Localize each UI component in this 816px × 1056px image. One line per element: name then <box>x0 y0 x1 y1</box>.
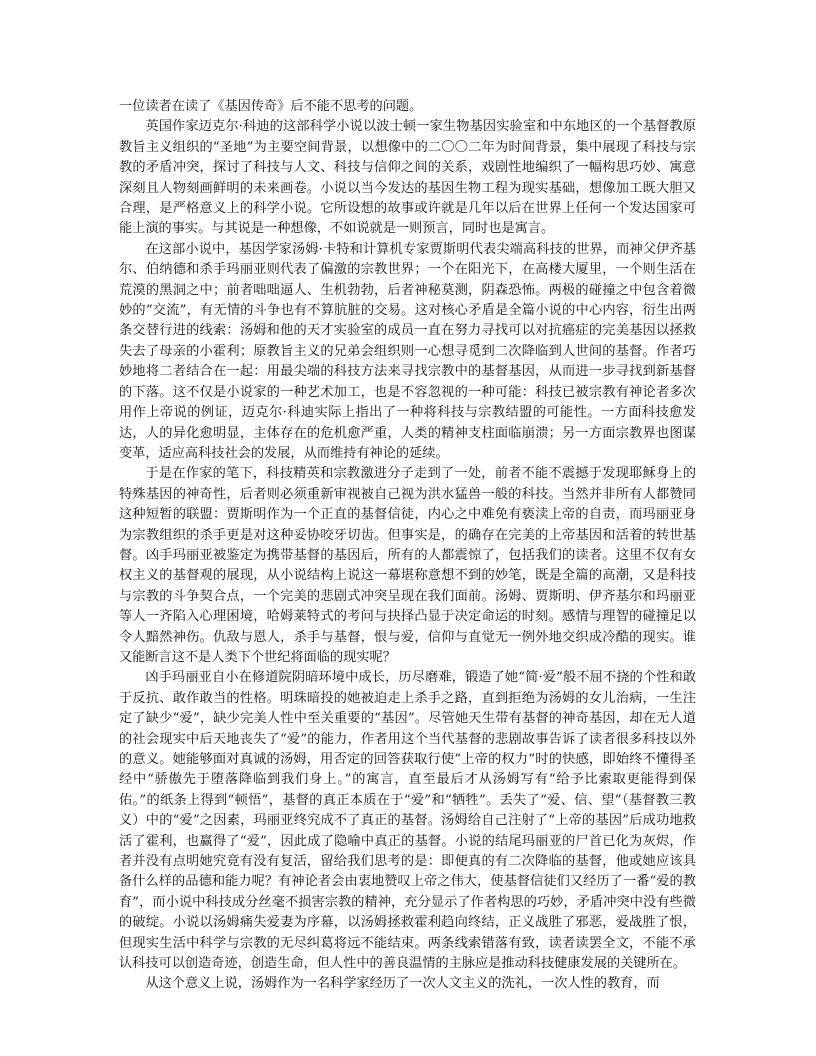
paragraph-maria: 凶手玛丽亚自小在修道院阴暗环境中成长，历尽磨难，锻造了她“简·爱”般不屈不挠的个性和敢于反抗、敢作敢当的性格。明珠暗投的她被迫走上杀手之路，直到拒绝为汤姆的女儿治病，一生注定了缺少“爱”，缺少完美人性中至关重要的“基因”。尽管她天生带有基督的神奇基因，却在无人道的社会现实中后天地丧失了“爱”的能力，作者用这个当代基督的悲剧故事告诉了读者很多科技以外的意义。她能够面对真诚的汤姆，用否定的回答获取行使“上帝的权力”时的快感，即始终不懂得圣经中“骄傲先于堕落降临到我们身上。”的寓言，直至最后才从汤姆写有“给予比索取更能得到保佑。”的纸条上得到“顿悟”，基督的真正本质在于“爱”和“牺牲”。丢失了“爱、信、望”（基督教三教义）中的“爱”之因素，玛丽亚终究成不了真正的基督。汤姆给自己注射了“上帝的基因”后成功地救活了霍利，也赢得了“爱”，因此成了隐喻中真正的基督。小说的结尾玛丽亚的尸首已化为灰烬，作者并没有点明她究竟有没有复活，留给我们思考的是：即便真的有二次降临的基督，他或她应该具备什么样的品德和能力呢？有神论者会由衷地赞叹上帝之伟大，使基督信徒们又经历了一番“爱的教育”，而小说中科技成分丝毫不损害宗教的精神，充分显示了作者构思的巧妙，矛盾冲突中没有些微的破绽。小说以汤姆痛失爱妻为序幕，以汤姆拯救霍利趋向终结，正义战胜了邪恶，爱战胜了恨，但现实生活中科学与宗教的无尽纠葛将远不能结束。两条线索错落有致，读者读罢全文，不能不承认科技可以创造奇迹，创造生命，但人性中的善良温情的主脉应是推动科技健康发展的关键所在。 <box>119 670 696 972</box>
paragraph-novel-overview: 英国作家迈克尔·科迪的这部科学小说以波士顿一家生物基因实验室和中东地区的一个基督教原教旨主义组织的“圣地”为主要空间背景，以想像中的二〇〇二年为时间背景，集中展现了科技与宗教的矛盾冲突，探讨了科技与人文、科技与信仰之间的关系，戏剧性地编织了一幅构思巧妙、寓意深刻且人物刻画鲜明的未来画卷。小说以当今发达的基因生物工程为现实基础，想像加工既大胆又合理，是严格意义上的科学小说。它所设想的故事或许就是几年以后在世界上任何一个发达国家可能上演的事实。与其说是一种想像，不如说就是一则预言，同时也是寓言。 <box>119 119 696 237</box>
paragraph-core-conflict: 在这部小说中，基因学家汤姆·卡特和计算机专家贾斯明代表尖端高科技的世界，而神父伊齐基尔、伯纳德和杀手玛丽亚则代表了偏激的宗教世界；一个在阳光下，在高楼大厦里，一个则生活在荒漠的黑洞之中；前者咄咄逼人、生机勃勃，后者神秘莫测，阴森恐怖。两极的碰撞之中包含着微妙的“交流”，有无情的斗争也有不算肮脏的交易。这对核心矛盾是全篇小说的中心内容，衍生出两条交替行进的线索：汤姆和他的天才实验室的成员一直在努力寻找可以对抗癌症的完美基因以拯救失去了母亲的小霍利；原教旨主义的兄弟会组织则一心想寻觅到二次降临到人世间的基督。作者巧妙地将二者结合在一起：用最尖端的科技方法来寻找宗教中的基督基因，从而进一步寻找到新基督的下落。这不仅是小说家的一种艺术加工，也是不容忽视的一种可能：科技已被宗教有神论者多次用作上帝说的例证，迈克尔·科迪实际上指出了一种将科技与宗教结盟的可能性。一方面科技愈发达，人的异化愈明显，主体存在的危机愈严重，人类的精神支柱面临崩溃；另一方面宗教界也图谋变革，适应高科技社会的发展，从而维持有神论的延续。 <box>119 241 696 461</box>
paragraph-alliance: 于是在作家的笔下，科技精英和宗教激进分子走到了一处，前者不能不震撼于发现耶稣身上的特殊基因的神奇性，后者则必须重新审视被自己视为洪水猛兽一般的科技。当然并非所有人都赞同这种短暂的联盟：贾斯明作为一个正直的基督信徒，内心之中难免有亵渎上帝的自责，而玛丽亚身为宗教组织的杀手更是对这种妥协咬牙切齿。但事实是，的确存在完美的上帝基因和活着的转世基督。凶手玛丽亚被鉴定为携带基督的基因后，所有的人都震惊了，包括我们的读者。这里不仅有女权主义的基督观的展现，从小说结构上说这一幕堪称意想不到的妙笔，既是全篇的高潮，又是科技与宗教的斗争契合点，一个完美的悲剧式冲突呈现在我们面前。汤姆、贾斯明、伊齐基尔和玛丽亚等人一齐陷入心理困境，哈姆莱特式的考问与抉择凸显于决定命运的时刻。感情与理智的碰撞足以令人黯然神伤。仇敌与恩人，杀手与基督，恨与爱，信仰与直觉无一例外地交织成冷酷的现实。谁又能断言这不是人类下个世纪将面临的现实呢？ <box>119 466 696 665</box>
paragraph-conclusion-start: 从这个意义上说，汤姆作为一名科学家经历了一次人文主义的洗礼，一次人性的教育，而 <box>145 976 660 992</box>
article-body <box>119 97 696 995</box>
paragraph-continuation: 一位读者在读了《基因传奇》后不能不思考的问题。 <box>119 99 423 114</box>
